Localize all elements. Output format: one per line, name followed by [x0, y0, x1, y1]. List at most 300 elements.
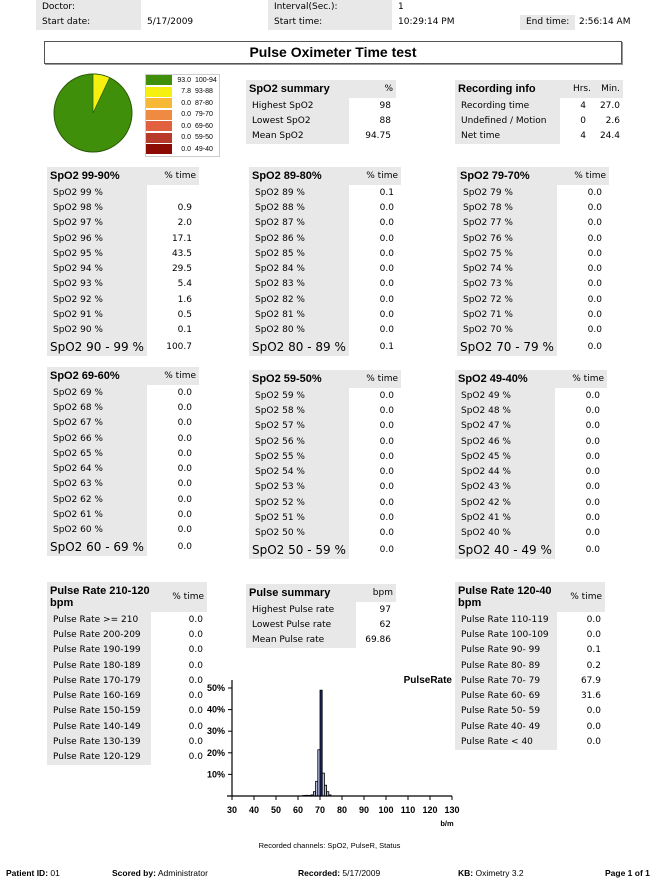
row-label: Pulse Rate 160-169	[47, 688, 151, 703]
spo2-row	[47, 216, 199, 231]
row-label: SpO2 43 %	[455, 480, 555, 495]
row-value: 0.0	[177, 402, 192, 413]
row-label: SpO2 70 %	[457, 323, 557, 338]
total-label: SpO2 40 - 49 %	[455, 541, 555, 559]
recording-info-unit-hrs: Hrs.	[560, 80, 594, 98]
interval-label: Interval(Sec.):	[268, 0, 392, 15]
spo2-total-row	[47, 338, 199, 356]
row-value: 0.0	[379, 310, 394, 321]
total-value: 0.0	[585, 544, 600, 555]
row-label: Pulse Rate 60- 69	[455, 688, 557, 703]
spo2-range-table	[455, 370, 607, 559]
row-label: SpO2 76 %	[457, 231, 557, 246]
total-label: SpO2 90 - 99 %	[47, 338, 147, 356]
legend-percent: 0.0	[181, 145, 191, 153]
table-title: SpO2 89-80%	[252, 170, 322, 182]
row-label: SpO2 48 %	[455, 403, 555, 418]
spo2-summary-row	[246, 113, 396, 128]
footer-kb	[458, 868, 524, 878]
row-label: SpO2 88 %	[249, 200, 349, 215]
row-value: 0.0	[379, 451, 394, 462]
spo2-row	[455, 480, 607, 495]
spo2-row	[47, 323, 199, 338]
table-header	[457, 167, 609, 185]
row-value: 0.0	[585, 405, 600, 416]
recording-info-row	[455, 113, 659, 128]
row-value: 0.0	[379, 294, 394, 305]
legend-range: 79-70	[195, 111, 213, 119]
y-tick-label: 30%	[206, 726, 225, 737]
x-tick-label: 100	[378, 805, 394, 815]
row-value: 0.0	[379, 513, 394, 524]
spo2-range-table	[457, 167, 609, 356]
x-tick-label: 30	[226, 805, 238, 815]
row-value: 0.0	[587, 218, 602, 229]
row-value: 0.0	[177, 387, 192, 398]
row-label: SpO2 65 %	[47, 446, 147, 461]
spo2-summary-row	[246, 98, 396, 113]
table-title: SpO2 59-50%	[252, 373, 322, 385]
row-value: 0.0	[587, 248, 602, 259]
spo2-row	[249, 510, 401, 525]
spo2-summary-row	[246, 129, 396, 144]
total-label: SpO2 60 - 69 %	[47, 538, 147, 556]
recording-info-unit-min: Min.	[594, 80, 623, 98]
end-time-value: 2:56:14 AM	[579, 17, 631, 27]
spo2-row	[47, 385, 199, 400]
row-value: 0.0	[587, 233, 602, 244]
row-label: Pulse Rate >= 210	[47, 612, 151, 627]
row-value: 0.0	[587, 202, 602, 213]
pie-legend-item	[146, 75, 219, 87]
row-label: SpO2 54 %	[249, 464, 349, 479]
pulse-rate-histogram	[195, 670, 470, 830]
spo2-row	[47, 400, 199, 415]
row-label: SpO2 56 %	[249, 434, 349, 449]
x-tick-label: 120	[422, 805, 438, 815]
pulse-high-title: Pulse Rate 210-120 bpm	[50, 585, 150, 609]
scored-by-value: Administrator	[157, 868, 208, 878]
spo2-row	[47, 277, 199, 292]
pulse-summary-table	[246, 584, 396, 648]
row-label: Pulse Rate 50- 59	[455, 704, 557, 719]
row-value: 0.0	[379, 467, 394, 478]
pulse-summary-title: Pulse summary	[249, 587, 331, 599]
histogram-title: PulseRate	[403, 675, 452, 686]
row-label: SpO2 90 %	[47, 323, 147, 338]
spo2-row	[47, 307, 199, 322]
spo2-row	[47, 200, 199, 215]
row-value: 0.0	[379, 264, 394, 275]
table-title: SpO2 99-90%	[50, 170, 120, 182]
spo2-row	[249, 292, 401, 307]
pulse-high-row	[47, 734, 207, 749]
row-minutes: 2.6	[605, 115, 620, 126]
row-value: 0.0	[586, 721, 601, 732]
row-label: SpO2 64 %	[47, 461, 147, 476]
row-value: 0.0	[379, 248, 394, 259]
row-hours: 4	[580, 100, 586, 111]
pulse-low-row	[455, 612, 605, 627]
row-value: 1.6	[177, 294, 192, 305]
patient-id-label: Patient ID:	[6, 868, 49, 878]
spo2-row	[457, 261, 609, 276]
row-label: SpO2 40 %	[455, 526, 555, 541]
spo2-row	[47, 431, 199, 446]
row-label: SpO2 98 %	[47, 200, 147, 215]
end-time-label: End time:	[520, 15, 575, 30]
row-value: 0.0	[177, 464, 192, 475]
table-unit: % time	[164, 371, 196, 381]
interval-value: 1	[398, 2, 404, 12]
row-label: SpO2 84 %	[249, 261, 349, 276]
start-date-value: 5/17/2009	[147, 17, 194, 27]
row-label: Lowest SpO2	[246, 113, 349, 128]
doctor-label: Doctor:	[36, 0, 141, 15]
row-label: SpO2 87 %	[249, 216, 349, 231]
pie-legend-item	[146, 87, 219, 99]
spo2-row	[47, 185, 199, 200]
spo2-row	[249, 403, 401, 418]
recorded-channels: Recorded channels: SpO2, PulseR, Status	[258, 841, 401, 850]
spo2-row	[455, 403, 607, 418]
pie-legend-item	[146, 98, 219, 110]
pulse-high-row	[47, 627, 207, 642]
row-value: 0.0	[379, 436, 394, 447]
row-label: Pulse Rate 190-199	[47, 643, 151, 658]
row-value: 0.0	[585, 421, 600, 432]
row-value: 0.0	[188, 645, 203, 656]
pulse-summary-row	[246, 617, 396, 632]
row-label: Mean SpO2	[246, 129, 349, 144]
start-date-label: Start date:	[36, 15, 141, 30]
row-label: SpO2 59 %	[249, 388, 349, 403]
row-label: Pulse Rate 110-119	[455, 612, 557, 627]
legend-swatch	[146, 87, 172, 97]
spo2-row	[47, 446, 199, 461]
row-label: SpO2 79 %	[457, 185, 557, 200]
spo2-summary-title: SpO2 summary	[249, 83, 330, 95]
row-label: Pulse Rate 80- 89	[455, 658, 557, 673]
row-label: SpO2 66 %	[47, 431, 147, 446]
x-tick-label: 80	[336, 805, 348, 815]
row-label: SpO2 44 %	[455, 464, 555, 479]
legend-swatch	[146, 98, 172, 108]
row-value: 0.0	[188, 721, 203, 732]
pie-legend-item	[146, 110, 219, 122]
y-tick-label: 50%	[206, 683, 225, 693]
pulse-low-row	[455, 658, 605, 673]
table-title: SpO2 49-40%	[458, 373, 528, 385]
spo2-row	[249, 388, 401, 403]
row-value: 0.0	[587, 310, 602, 321]
row-label: SpO2 60 %	[47, 523, 147, 538]
row-value: 0.0	[379, 218, 394, 229]
row-value: 0.0	[379, 233, 394, 244]
legend-percent: 0.0	[181, 134, 191, 142]
pulse-low-title: Pulse Rate 120-40 bpm	[458, 585, 552, 609]
total-label: SpO2 50 - 59 %	[249, 541, 349, 559]
legend-swatch	[146, 110, 172, 120]
row-value: 0.0	[188, 660, 203, 671]
row-label: Mean Pulse rate	[246, 633, 356, 648]
spo2-row	[47, 492, 199, 507]
row-label: SpO2 75 %	[457, 246, 557, 261]
row-value: 43.5	[171, 248, 192, 259]
legend-range: 100-94	[195, 76, 217, 84]
row-label: SpO2 96 %	[47, 231, 147, 246]
row-value: 0.0	[587, 279, 602, 290]
total-label: SpO2 80 - 89 %	[249, 338, 349, 356]
row-label: SpO2 99 %	[47, 185, 147, 200]
row-label: SpO2 72 %	[457, 292, 557, 307]
legend-range: 93-88	[195, 88, 213, 96]
row-label: SpO2 67 %	[47, 416, 147, 431]
row-value: 69.86	[365, 635, 391, 646]
recording-info-table	[455, 80, 659, 144]
spo2-row	[249, 449, 401, 464]
row-value: 0.0	[177, 418, 192, 429]
pulse-low-row	[455, 643, 605, 658]
table-header	[455, 370, 607, 388]
spo2-row	[47, 231, 199, 246]
y-tick-label: 10%	[206, 769, 225, 780]
row-label: Pulse Rate 140-149	[47, 719, 151, 734]
legend-percent: 7.8	[181, 88, 191, 96]
spo2-row	[47, 507, 199, 522]
row-value: 94.75	[365, 131, 391, 142]
row-label: Pulse Rate 130-139	[47, 734, 151, 749]
row-label: SpO2 68 %	[47, 400, 147, 415]
spo2-row	[249, 277, 401, 292]
x-axis-label: b/m	[440, 819, 454, 828]
row-value: 0.0	[177, 479, 192, 490]
row-value: 0.0	[585, 513, 600, 524]
spo2-row	[249, 419, 401, 434]
doctor-value	[141, 0, 201, 15]
row-value: 0.0	[587, 264, 602, 275]
row-label: Pulse Rate 40- 49	[455, 719, 557, 734]
pulse-low-row	[455, 734, 605, 749]
spo2-total-row	[455, 541, 607, 559]
row-value: 0.0	[585, 482, 600, 493]
total-value: 100.7	[166, 341, 192, 352]
pulse-high-row	[47, 704, 207, 719]
legend-percent: 93.0	[177, 76, 191, 84]
x-tick-label: 40	[248, 805, 260, 815]
pie-legend	[145, 74, 220, 157]
row-value: 0.0	[379, 202, 394, 213]
spo2-total-row	[47, 538, 199, 556]
spo2-row	[457, 231, 609, 246]
row-label: SpO2 74 %	[457, 261, 557, 276]
row-label: Recording time	[455, 98, 560, 113]
spo2-row	[457, 200, 609, 215]
row-value: 0.0	[585, 390, 600, 401]
row-value: 0.0	[585, 528, 600, 539]
recorded-label: Recorded:	[298, 868, 341, 878]
row-value: 0.0	[379, 482, 394, 493]
row-label: SpO2 52 %	[249, 495, 349, 510]
start-time-label: Start time:	[268, 15, 392, 30]
row-value: 0.0	[379, 405, 394, 416]
spo2-row	[455, 388, 607, 403]
row-label: SpO2 91 %	[47, 307, 147, 322]
spo2-row	[457, 216, 609, 231]
total-value: 0.0	[587, 341, 602, 352]
row-value: 17.1	[171, 233, 192, 244]
row-label: Pulse Rate < 40	[455, 734, 557, 749]
start-time-value: 10:29:14 PM	[398, 17, 455, 27]
row-value: 0.0	[379, 279, 394, 290]
pulse-low-row	[455, 704, 605, 719]
footer-scored-by	[112, 868, 208, 878]
row-label: SpO2 89 %	[249, 185, 349, 200]
row-value: 0.0	[587, 325, 602, 336]
row-label: Highest Pulse rate	[246, 602, 356, 617]
row-label: Pulse Rate 200-209	[47, 627, 151, 642]
row-value: 0.0	[177, 448, 192, 459]
row-value: 0.0	[188, 737, 203, 748]
row-value: 62	[379, 619, 391, 630]
row-label: SpO2 62 %	[47, 492, 147, 507]
row-label: SpO2 58 %	[249, 403, 349, 418]
row-label: Undefined / Motion	[455, 113, 560, 128]
spo2-row	[457, 307, 609, 322]
spo2-row	[457, 323, 609, 338]
row-label: SpO2 73 %	[457, 277, 557, 292]
row-value: 0.0	[379, 390, 394, 401]
row-label: Highest SpO2	[246, 98, 349, 113]
spo2-row	[455, 495, 607, 510]
row-value: 0.0	[586, 737, 601, 748]
row-label: SpO2 53 %	[249, 480, 349, 495]
row-label: SpO2 92 %	[47, 292, 147, 307]
spo2-row	[455, 526, 607, 541]
row-value: 0.1	[586, 645, 601, 656]
legend-swatch	[146, 144, 172, 154]
row-value: 0.9	[177, 202, 192, 213]
spo2-row	[455, 510, 607, 525]
pulse-low-row	[455, 688, 605, 703]
row-label: Pulse Rate 170-179	[47, 673, 151, 688]
spo2-row	[249, 231, 401, 246]
row-value: 88	[379, 115, 391, 126]
row-label: SpO2 57 %	[249, 419, 349, 434]
x-tick-label: 70	[314, 805, 326, 815]
spo2-row	[455, 464, 607, 479]
row-value: 0.0	[585, 436, 600, 447]
row-value: 0.0	[587, 187, 602, 198]
row-value: 0.0	[177, 494, 192, 505]
legend-percent: 0.0	[181, 111, 191, 119]
row-label: SpO2 94 %	[47, 261, 147, 276]
row-value: 0.0	[188, 629, 203, 640]
table-unit: % time	[164, 171, 196, 181]
spo2-row	[47, 416, 199, 431]
spo2-row	[455, 449, 607, 464]
patient-id-value: 01	[50, 868, 60, 878]
table-unit: % time	[366, 171, 398, 181]
row-label: SpO2 95 %	[47, 246, 147, 261]
legend-percent: 0.0	[181, 122, 191, 130]
pulse-high-row	[47, 673, 207, 688]
row-label: SpO2 51 %	[249, 510, 349, 525]
row-label: SpO2 49 %	[455, 388, 555, 403]
spo2-row	[249, 434, 401, 449]
legend-percent: 0.0	[181, 99, 191, 107]
spo2-total-row	[249, 338, 401, 356]
spo2-total-row	[457, 338, 609, 356]
row-label: Pulse Rate 100-109	[455, 627, 557, 642]
row-hours: 0	[580, 115, 586, 126]
row-label: SpO2 50 %	[249, 526, 349, 541]
spo2-row	[249, 261, 401, 276]
row-value: 0.0	[188, 706, 203, 717]
row-label: SpO2 97 %	[47, 216, 147, 231]
recording-info-row	[455, 98, 659, 113]
table-header	[47, 367, 199, 385]
row-value: 0.0	[177, 433, 192, 444]
row-label: SpO2 46 %	[455, 434, 555, 449]
total-value: 0.0	[177, 541, 192, 552]
row-value: 0.0	[177, 510, 192, 521]
spo2-row	[249, 526, 401, 541]
spo2-row	[457, 292, 609, 307]
pulse-summary-row	[246, 633, 396, 648]
spo2-row	[47, 292, 199, 307]
x-tick-label: 50	[270, 805, 282, 815]
spo2-range-table	[249, 167, 401, 356]
table-title: SpO2 69-60%	[50, 370, 120, 382]
spo2-row	[457, 246, 609, 261]
row-label: Pulse Rate 150-159	[47, 704, 151, 719]
row-value: 0.0	[188, 675, 203, 686]
kb-value: Oximetry 3.2	[475, 868, 524, 878]
kb-label: KB:	[458, 868, 474, 878]
spo2-range-table	[249, 370, 401, 559]
spo2-row	[457, 185, 609, 200]
y-tick-label: 20%	[206, 747, 225, 758]
row-label: SpO2 45 %	[455, 449, 555, 464]
row-value: 0.0	[585, 467, 600, 478]
row-value: 29.5	[171, 264, 192, 275]
row-value: 5.4	[177, 279, 192, 290]
row-value: 0.0	[177, 525, 192, 536]
pulse-low-unit: % time	[570, 592, 602, 602]
recording-info-title: Recording info	[455, 80, 560, 98]
row-value: 0.0	[586, 614, 601, 625]
report-title: Pulse Oximeter Time test	[44, 41, 622, 64]
scored-by-label: Scored by:	[112, 868, 156, 878]
spo2-row	[249, 323, 401, 338]
recorded-value: 5/17/2009	[342, 868, 381, 878]
table-unit: % time	[366, 374, 398, 384]
spo2-row	[455, 419, 607, 434]
spo2-row	[249, 495, 401, 510]
spo2-total-row	[249, 541, 401, 559]
footer-patient-id	[6, 868, 60, 878]
total-value: 0.0	[379, 544, 394, 555]
row-label: Net time	[455, 129, 560, 144]
row-label: SpO2 82 %	[249, 292, 349, 307]
total-label: SpO2 70 - 79 %	[457, 338, 557, 356]
row-value: 0.1	[177, 325, 192, 336]
pulse-summary-unit: bpm	[372, 588, 393, 598]
pulse-low-row	[455, 719, 605, 734]
row-value: 0.0	[379, 421, 394, 432]
row-label: SpO2 42 %	[455, 495, 555, 510]
